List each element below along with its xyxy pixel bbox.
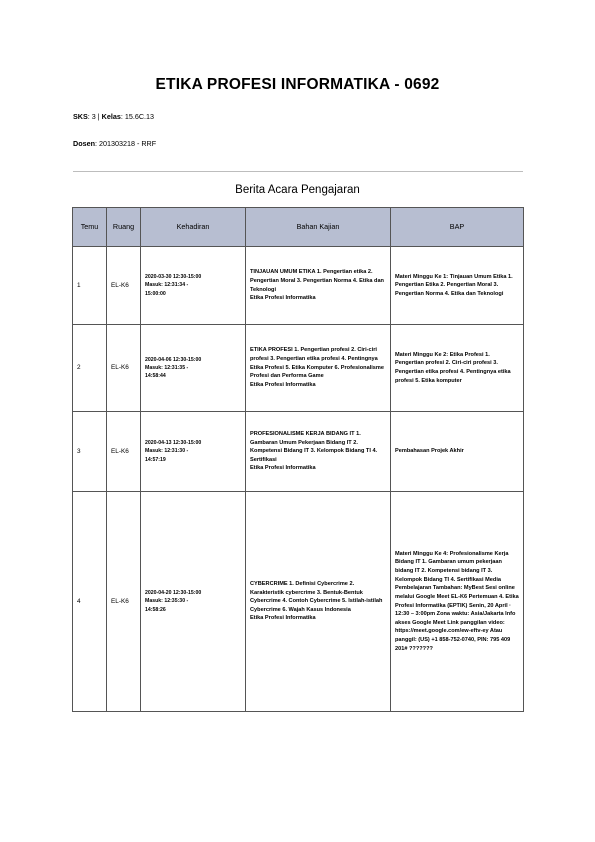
cell-ruang: EL-K6 — [107, 247, 141, 325]
header-bahan-kajian: Bahan Kajian — [246, 208, 391, 247]
kehadiran-masuk: Masuk: 12:35:30 - — [145, 598, 189, 605]
kelas-separator: : — [120, 112, 125, 121]
bahan-kajian-course: Etika Profesi Informatika — [250, 381, 316, 388]
bap-table — [72, 207, 524, 712]
table-header-row — [73, 208, 524, 247]
cell-bap: Materi Minggu Ke 4: Profesionalisme Kerja Bidang IT 1. Gambaran umum pekerjaan bidang IT 2. Kompetensi bidang IT 3. Kelompok Bidang TI 4. Sertifikasi Media Pembelajaran Tambahan: MyBest Sesi online melalui Google Meet EL-K6 Pertemuan 4. Etika Profesi Informatika (EPTIK) Senin, 20 April · 12:30 – 3:00pm Zona waktu: Asia/Jakarta Info akses Google Meet Link panggilan video: https://meet.google.com/ew-eftv-ey Atau panggil: (US) +1 858-752-0740, PIN: 795 409 201# ??????? — [391, 492, 524, 712]
section-title: Berita Acara Pengajaran — [235, 184, 360, 196]
cell-bap: Materi Minggu Ke 2: Etika Profesi 1. Pengertian profesi 2. Ciri-ciri profesi 3. Pengertian etika profesi 4. Pentingnya etika profesi 5. Etika komputer — [391, 325, 524, 412]
cell-temu: 1 — [73, 247, 107, 325]
cell-ruang: EL-K6 — [107, 492, 141, 712]
sks-kelas-line — [73, 112, 154, 121]
cell-kehadiran — [141, 412, 246, 492]
header-temu: Temu — [73, 208, 107, 247]
sks-label: SKS — [73, 112, 88, 121]
kehadiran-masuk: Masuk: 12:31:35 - — [145, 364, 189, 371]
cell-bahan-kajian — [246, 247, 391, 325]
dosen-separator: : — [94, 139, 99, 148]
sks-separator: : — [87, 112, 92, 121]
cell-bahan-kajian — [246, 412, 391, 492]
header-kehadiran: Kehadiran — [141, 208, 246, 247]
kelas-value: 15.6C.13 — [124, 112, 155, 121]
kehadiran-masuk: Masuk: 12:31:30 - — [145, 448, 189, 455]
table-row — [73, 247, 524, 325]
kehadiran-keluar: 14:58:44 — [145, 373, 166, 380]
table-row — [73, 412, 524, 492]
cell-bap: Pembahasan Projek Akhir — [391, 412, 524, 492]
dosen-label: Dosen — [73, 139, 95, 148]
kehadiran-schedule: 2020-03-30 12:30-15:00 — [145, 274, 202, 281]
table-row — [73, 492, 524, 712]
bahan-kajian-course: Etika Profesi Informatika — [250, 295, 316, 302]
dosen-value: 201303218 - RRF — [98, 139, 157, 148]
meta-divider: | — [95, 112, 102, 121]
kehadiran-schedule: 2020-04-06 12:30-15:00 — [145, 356, 202, 363]
bahan-kajian-text: PROFESIONALISME KERJA BIDANG IT 1. Gambaran Umum Pekerjaan Bidang IT 2. Kompetensi Bidang IT 3. Kelompok Bidang TI 4. Sertifikasi — [250, 430, 378, 463]
kehadiran-keluar: 14:58:26 — [145, 606, 166, 613]
cell-bahan-kajian — [246, 492, 391, 712]
bahan-kajian-course: Etika Profesi Informatika — [250, 615, 316, 622]
cell-temu: 2 — [73, 325, 107, 412]
cell-temu: 3 — [73, 412, 107, 492]
cell-bahan-kajian — [246, 325, 391, 412]
kehadiran-keluar: 15:00:00 — [145, 290, 166, 297]
page-title: ETIKA PROFESI INFORMATIKA - 0692 — [155, 76, 440, 93]
kelas-label: Kelas — [101, 112, 121, 121]
bahan-kajian-text: TINJAUAN UMUM ETIKA 1. Pengertian etika 2. Pengertian Moral 3. Pengertian Norma 4. Etika dan Teknologi — [250, 269, 384, 293]
dosen-line — [73, 139, 156, 148]
header-divider — [73, 171, 523, 172]
kehadiran-schedule: 2020-04-20 12:30-15:00 — [145, 590, 202, 597]
sks-value: 3 — [91, 112, 96, 121]
header-bap: BAP — [391, 208, 524, 247]
kehadiran-schedule: 2020-04-13 12:30-15:00 — [145, 440, 202, 447]
cell-kehadiran — [141, 492, 246, 712]
bahan-kajian-text: ETIKA PROFESI 1. Pengertian profesi 2. Ciri-ciri profesi 3. Pengertian etika profesi 4. Pentingnya Etika Profesi 5. Etika Komputer 6. Profesionalisme Profesi dan Performa Game — [250, 347, 384, 380]
table-row — [73, 325, 524, 412]
bahan-kajian-text: CYBERCRIME 1. Definisi Cybercrime 2. Karakteristik cybercrime 3. Bentuk-Bentuk Cybercrime 4. Contoh Cybercrime 5. Istilah-istilah Cybercrime 6. Wajah Kasus Indonesia — [250, 580, 383, 613]
bahan-kajian-course: Etika Profesi Informatika — [250, 465, 316, 472]
cell-kehadiran — [141, 325, 246, 412]
cell-bap: Materi Minggu Ke 1: Tinjauan Umum Etika 1. Pengertian Etika 2. Pengertian Moral 3. Pengertian Norma 4. Etika dan Teknologi — [391, 247, 524, 325]
header-ruang: Ruang — [107, 208, 141, 247]
cell-ruang: EL-K6 — [107, 325, 141, 412]
cell-kehadiran — [141, 247, 246, 325]
kehadiran-keluar: 14:57:19 — [145, 456, 166, 463]
cell-temu: 4 — [73, 492, 107, 712]
cell-ruang: EL-K6 — [107, 412, 141, 492]
kehadiran-masuk: Masuk: 12:31:34 - — [145, 282, 189, 289]
